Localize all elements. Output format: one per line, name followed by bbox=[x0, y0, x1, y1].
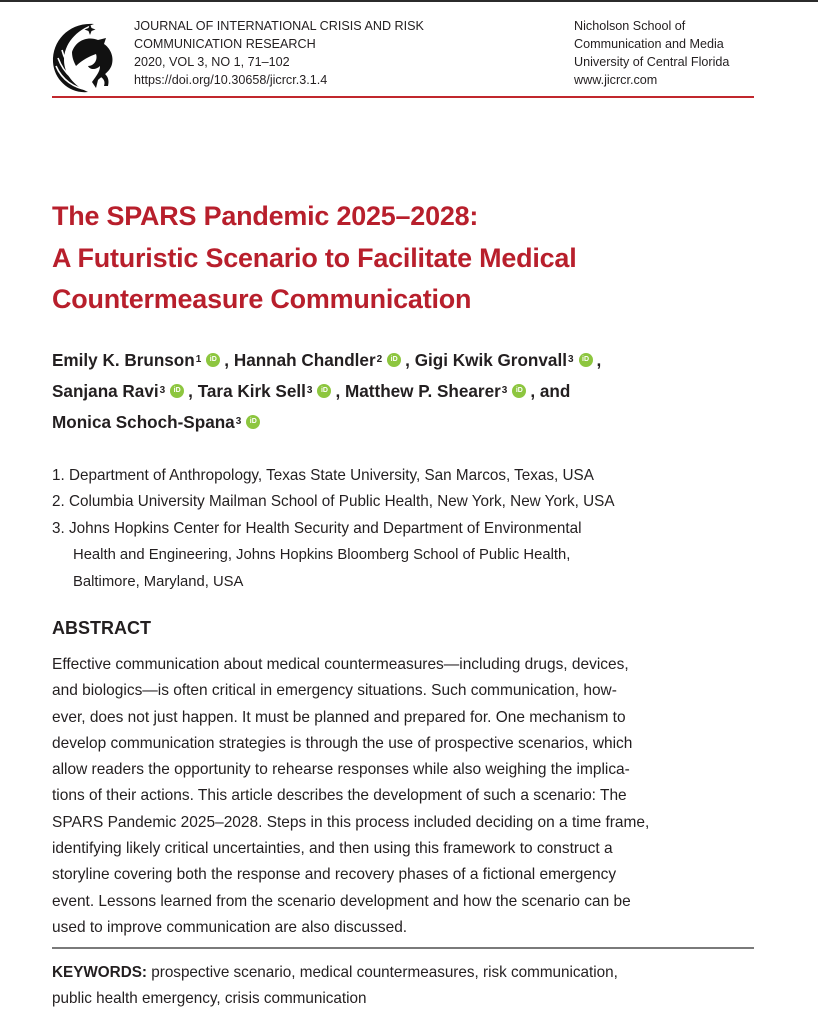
author-name: Monica Schoch-Spana bbox=[52, 412, 235, 432]
abstract-line: SPARS Pandemic 2025–2028. Steps in this process included deciding on a time frame, bbox=[52, 813, 650, 831]
keywords-text: prospective scenario, medical countermeasures, risk communication, bbox=[147, 964, 618, 981]
author-name: Emily K. Brunson bbox=[52, 350, 195, 370]
orcid-icon[interactable]: iD bbox=[512, 384, 526, 398]
abstract-line: allow readers the opportunity to rehearse responses while also weighing the implica- bbox=[52, 761, 630, 779]
author-name: Gigi Kwik Gronvall bbox=[414, 350, 567, 370]
author-row bbox=[52, 345, 772, 376]
author-separator: , bbox=[335, 381, 341, 401]
author-list bbox=[52, 345, 772, 438]
keywords-line-2: public health emergency, crisis communication bbox=[52, 990, 367, 1007]
pegasus-icon bbox=[50, 16, 120, 94]
affiliation-3: 3. Johns Hopkins Center for Health Security and Department of Environmental bbox=[52, 519, 582, 537]
author-separator: , bbox=[405, 350, 410, 370]
orcid-icon[interactable]: iD bbox=[317, 384, 331, 398]
affiliation-marker: 2 bbox=[376, 354, 383, 365]
author-separator: , bbox=[596, 350, 602, 370]
author-name: Sanjana Ravi bbox=[52, 381, 159, 401]
abstract-line: storyline covering both the response and recovery phases of a fictional emergency bbox=[52, 866, 617, 884]
affiliation-marker: 3 bbox=[306, 385, 313, 396]
affiliation-3-continued: Health and Engineering, Johns Hopkins Bloomberg School of Public Health, bbox=[73, 547, 571, 564]
affiliation-marker: 3 bbox=[235, 416, 242, 427]
header-divider bbox=[52, 96, 754, 98]
author-name: Tara Kirk Sell bbox=[197, 381, 306, 401]
affiliation-2: 2. Columbia University Mailman School of Public Health, New York, New York, USA bbox=[52, 493, 615, 511]
author-separator: , and bbox=[530, 381, 571, 401]
affiliation-3-continued: Baltimore, Maryland, USA bbox=[73, 573, 244, 590]
affiliation-marker: 3 bbox=[567, 354, 574, 365]
keywords-label: KEYWORDS: bbox=[52, 964, 147, 981]
title-line-2: A Futuristic Scenario to Facilitate Medical bbox=[52, 242, 577, 273]
orcid-icon[interactable]: iD bbox=[170, 384, 184, 398]
publisher-line-1: Nicholson School of bbox=[574, 19, 686, 33]
abstract-line: identifying likely critical uncertainties, and then using this framework to construct a bbox=[52, 840, 613, 858]
paper-title bbox=[52, 196, 772, 321]
author-row bbox=[52, 407, 772, 438]
journal-website-link[interactable]: www.jicrcr.com bbox=[574, 73, 658, 87]
keywords-section bbox=[52, 960, 772, 1012]
affiliation-1: 1. Department of Anthropology, Texas State University, San Marcos, Texas, USA bbox=[52, 467, 594, 484]
abstract-line: event. Lessons learned from the scenario development and how the scenario can be bbox=[52, 892, 631, 910]
publisher-line-3: University of Central Florida bbox=[574, 55, 730, 69]
abstract-line: develop communication strategies is through the use of prospective scenarios, which bbox=[52, 734, 633, 752]
doi-link[interactable]: https://doi.org/10.30658/jicrcr.3.1.4 bbox=[134, 73, 328, 87]
author-name: Matthew P. Shearer bbox=[345, 381, 501, 401]
journal-volume: 2020, VOL 3, NO 1, 71–102 bbox=[134, 55, 290, 69]
journal-name-line-1: JOURNAL OF INTERNATIONAL CRISIS AND RISK bbox=[134, 19, 424, 33]
top-border bbox=[0, 0, 818, 2]
abstract-line: ever, does not just happen. It must be planned and prepared for. One mechanism to bbox=[52, 708, 626, 726]
author-name: Hannah Chandler bbox=[233, 350, 376, 370]
affiliation-list bbox=[52, 463, 772, 595]
affiliation-marker: 3 bbox=[501, 385, 508, 396]
abstract-line: tions of their actions. This article describes the development of such a scenario: The bbox=[52, 787, 627, 805]
author-separator: , bbox=[224, 350, 230, 370]
author-row bbox=[52, 376, 772, 407]
abstract-line: used to improve communication are also discussed. bbox=[52, 918, 408, 936]
orcid-icon[interactable]: iD bbox=[579, 353, 593, 367]
keywords-divider bbox=[52, 947, 754, 949]
affiliation-marker: 3 bbox=[159, 385, 166, 396]
abstract-line: Effective communication about medical countermeasures—including drugs, devices, bbox=[52, 656, 629, 673]
orcid-icon[interactable]: iD bbox=[206, 353, 220, 367]
publisher-line-2: Communication and Media bbox=[574, 37, 724, 51]
abstract-heading: ABSTRACT bbox=[52, 618, 151, 638]
orcid-icon[interactable]: iD bbox=[387, 353, 401, 367]
keywords-line-1 bbox=[52, 960, 772, 986]
affiliation-marker: 1 bbox=[195, 354, 202, 365]
publisher-info bbox=[574, 17, 729, 89]
author-separator: , bbox=[188, 381, 193, 401]
abstract-body bbox=[52, 652, 772, 941]
orcid-icon[interactable]: iD bbox=[246, 415, 260, 429]
ucf-pegasus-logo bbox=[50, 16, 120, 94]
abstract-line: and biologics—is often critical in emergency situations. Such communication, how- bbox=[52, 682, 617, 700]
title-line-3: Countermeasure Communication bbox=[52, 284, 472, 314]
journal-info bbox=[134, 17, 424, 89]
title-line-1: The SPARS Pandemic 2025–2028: bbox=[52, 201, 479, 231]
journal-name-line-2: COMMUNICATION RESEARCH bbox=[134, 37, 316, 51]
